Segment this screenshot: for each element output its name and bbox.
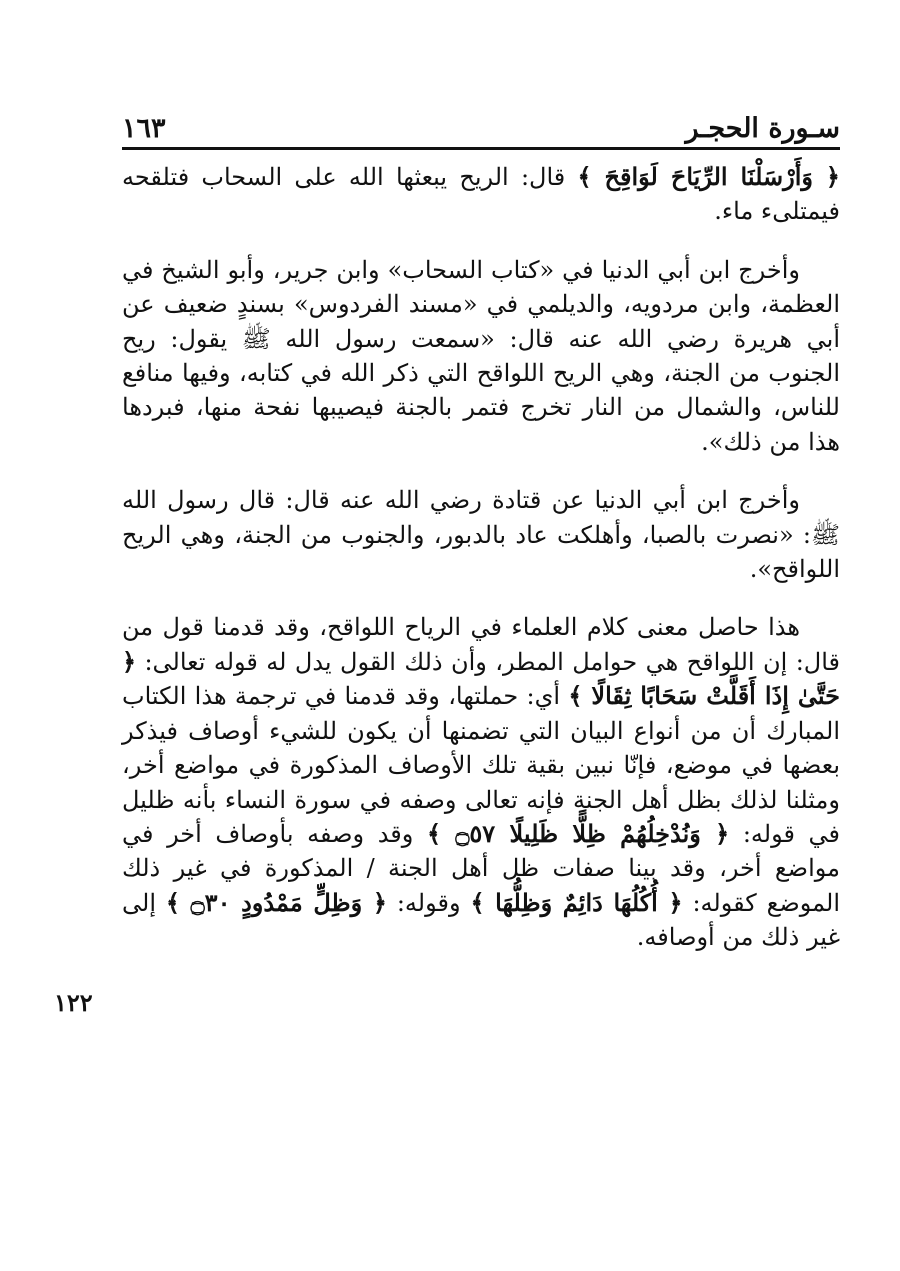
page-header bbox=[122, 108, 840, 144]
paragraph bbox=[122, 253, 840, 459]
paragraph-text: أي: حملتها، وقد قدمنا في ترجمة هذا الكتاب المبارك أن من أنواع البيان التي تضمنها أن يكون للشيء أوصاف فيذكر بعضها في موضع، فإنّا نبين بقية تلك الأوصاف المذكورة في مواضع أخر، ومثلنا لذلك بظل أهل الجنة فإنه تعالى وصفه في سورة النساء بأنه ظليل في قوله: bbox=[122, 682, 841, 848]
margin-page-number: ١٢٢ bbox=[54, 988, 93, 1017]
quran-verse: ﴿ حَتَّىٰ إِذَا أَقَلَّتْ سَحَابًا ثِقَالًا ﴾ bbox=[122, 646, 840, 711]
paragraph-text: وأخرج ابن أبي الدنيا في «كتاب السحاب» وابن جرير، وأبو الشيخ في العظمة، وابن مردويه، والديلمي في «مسند الفردوس» بسندٍ ضعيف عن أبي هريرة رضي الله عنه قال: «سمعت رسول الله ﷺ يقول: ريح الجنوب من الجنة، وهي الريح اللواقح التي ذكر الله في كتابه، وفيها منافع للناس، والشمال من النار تخرج فتمر بالجنة فيصيبها نفحة منها، فبردها هذا من ذلك». bbox=[122, 255, 840, 456]
paragraph bbox=[122, 160, 840, 229]
quran-verse: ﴿ وَظِلٍّ مَمْدُودٍ ۝٣٠ ﴾ bbox=[165, 887, 387, 917]
page-number: ١٦٣ bbox=[122, 113, 166, 144]
quran-verse: ﴿ وَأَرْسَلْنَا الرِّيَاحَ لَوَاقِحَ ﴾ bbox=[577, 162, 840, 191]
paragraph-text: هذا حاصل معنى كلام العلماء في الرياح اللواقح، وقد قدمنا قول من قال: إن اللواقح هي حوامل المطر، وأن ذلك القول يدل له قوله تعالى: bbox=[122, 613, 840, 676]
paragraph-text: قال: الريح يبعثها الله على السحاب فتلقحه فيمتلىء ماء. bbox=[122, 163, 840, 226]
paragraph-text: وقد وصفه بأوصاف أخر في مواضع أخر، وقد بينا صفات ظل أهل الجنة / المذكورة في غير ذلك الموضع كقوله: bbox=[122, 819, 841, 917]
header-divider bbox=[122, 147, 840, 150]
paragraph-text: وأخرج ابن أبي الدنيا عن قتادة رضي الله عنه قال: قال رسول الله ﷺ: «نصرت بالصبا، وأهلكت عاد بالدبور، والجنوب من الجنة، وهي الريح اللواقح». bbox=[122, 486, 840, 584]
page-body bbox=[122, 160, 840, 979]
quran-verse: ﴿ أُكُلُهَا دَائِمٌ وَظِلُّهَا ﴾ bbox=[470, 887, 683, 917]
paragraph bbox=[122, 483, 840, 586]
surah-title: سـورة الحجـر bbox=[685, 113, 840, 144]
paragraph bbox=[122, 610, 840, 954]
paragraph-text: إلى غير ذلك من أوصافه. bbox=[122, 888, 840, 952]
paragraph-text: وقوله: bbox=[386, 888, 471, 917]
quran-verse: ﴿ وَنُدْخِلُهُمْ ظِلًّا ظَلِيلًا ۝٥٧ ﴾ bbox=[426, 818, 730, 848]
